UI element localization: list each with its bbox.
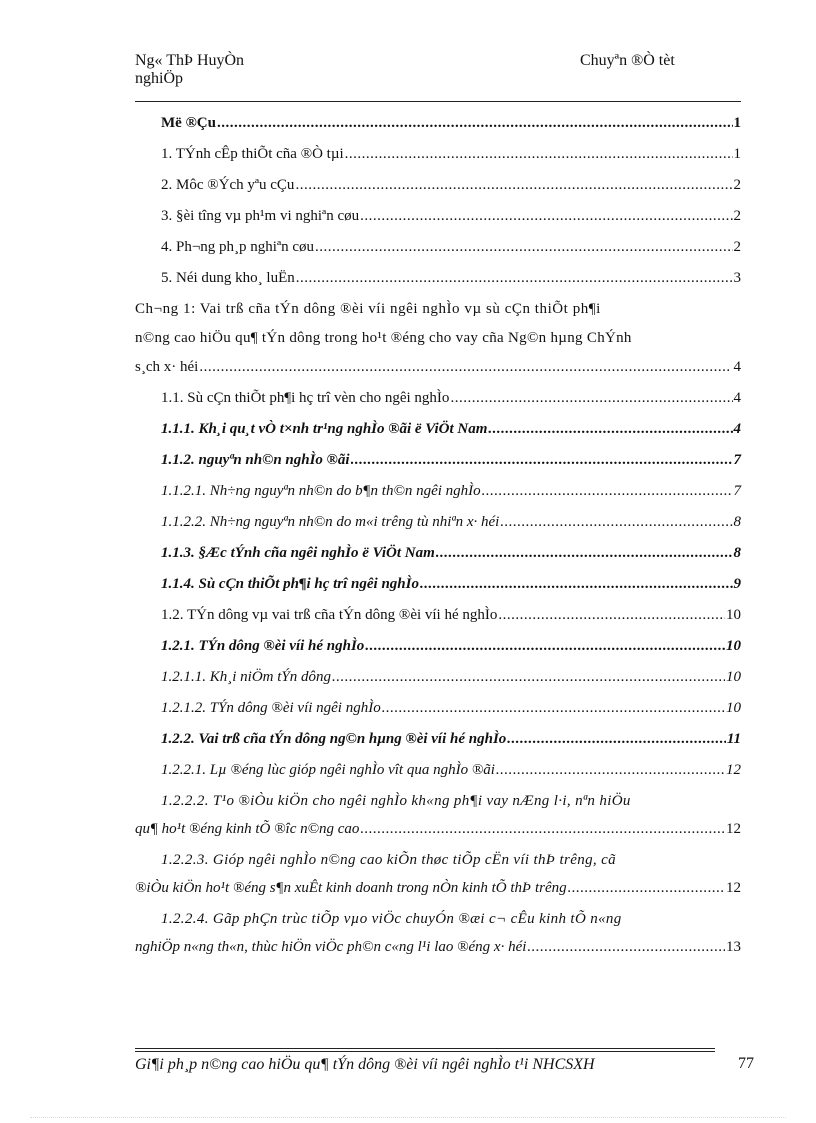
dot-leader	[295, 170, 732, 201]
toc-entry[interactable]	[135, 662, 741, 693]
toc-entry-title: 1.1.2.1. Nh÷ng nguyªn nh©n do b¶n th©n ngêi nghÌo	[161, 482, 481, 499]
dot-leader	[199, 353, 728, 383]
toc-entry-title-line1: 1.2.2.2. T¹o ®iÒu kiÖn cho ngêi nghÌo kh«ng ph¶i vay nÆng l·i, nªn hiÖu	[161, 792, 631, 809]
toc-entry-page: 7	[733, 482, 741, 499]
footer-divider-top	[135, 1048, 715, 1049]
toc-entry-page: 4	[733, 389, 741, 406]
toc-entry-title: 1.2.1. TÝn dông ®èi víi hé nghÌo	[161, 637, 365, 654]
toc-entry-title: 1.2.1.2. TÝn dông ®èi víi ngêi nghÌo	[161, 699, 381, 716]
header-author	[135, 52, 244, 88]
toc-entry-page: 9	[733, 575, 741, 592]
toc-entry-title: 1.1. Sù cÇn thiÕt ph¶i hç trî vèn cho ngêi nghÌo	[161, 389, 450, 406]
toc-entry[interactable]	[135, 108, 741, 139]
dot-leader	[500, 507, 732, 538]
dot-leader	[450, 383, 732, 414]
dot-leader	[332, 662, 725, 693]
toc-entry-page: 4	[733, 420, 741, 437]
page-edge	[30, 1117, 786, 1118]
header-divider	[135, 101, 741, 102]
toc-entry-page: 7	[733, 451, 741, 468]
toc-entry[interactable]	[135, 445, 741, 476]
toc-entry[interactable]	[135, 507, 741, 538]
toc-entry[interactable]	[135, 170, 741, 201]
toc-entry[interactable]	[135, 232, 741, 263]
header-author-name: Ng« ThÞ HuyÒn	[135, 52, 245, 69]
chapter1-line3: s¸ch x· héi	[135, 359, 199, 375]
toc-entry[interactable]	[135, 538, 741, 569]
toc-entry-page: 3	[733, 270, 741, 286]
toc-entry-title-line1: 1.2.2.4. Gãp phÇn trùc tiÕp vµo viÖc chuyÓn ®æi c¬ cÊu kinh tÕ n«ng	[161, 910, 622, 927]
toc-entry[interactable]	[135, 201, 741, 232]
toc-entry-page: 11	[726, 730, 741, 747]
toc-entry-title: 1.2.1.1. Kh¸i niÖm tÝn dông	[161, 668, 332, 685]
toc-entry-title: 4. Ph¬ng ph¸p nghiªn cøu	[161, 239, 315, 255]
toc-entry-page: 1	[733, 146, 741, 162]
dot-leader	[217, 108, 733, 139]
dot-leader	[498, 600, 725, 631]
toc-entry-page: 13	[726, 939, 741, 955]
toc-entry-page: 12	[726, 761, 741, 778]
dot-leader	[436, 538, 733, 569]
chapter1-line1: Ch¬ng 1: Vai trß cña tÝn dông ®èi víi ngêi nghÌo vµ sù cÇn thiÕt ph¶i	[135, 301, 601, 317]
toc-chapter-1	[135, 294, 741, 383]
toc-entry[interactable]	[135, 569, 741, 600]
toc-entry-title: 5. Néi dung kho¸ luËn	[161, 270, 295, 286]
chapter1-page: 4	[733, 359, 741, 375]
toc-entry-page: 12	[726, 880, 741, 896]
toc-entry-page: 1	[733, 115, 741, 131]
dot-leader	[507, 724, 726, 755]
toc-entry[interactable]	[135, 383, 741, 414]
header-author-line2: nghiÖp	[135, 70, 183, 87]
toc-entry-wrapped[interactable]	[135, 786, 741, 845]
toc-entry-page: 10	[726, 668, 741, 685]
toc-entry-page: 2	[733, 177, 741, 193]
toc-entry-title-line1: 1.2.2.3. Gióp ngêi nghÌo n©ng cao kiÕn thøc tiÕp cËn víi thÞ trêng, cã	[161, 851, 616, 868]
footer-divider-bottom	[135, 1051, 715, 1052]
toc-entry-page: 10	[726, 699, 741, 716]
dot-leader	[382, 693, 725, 724]
dot-leader	[360, 815, 725, 845]
toc-entry-wrapped[interactable]	[135, 904, 741, 963]
toc-entry-title: 1.1.4. Sù cÇn thiÕt ph¶i hç trî ngêi nghÌo	[161, 575, 419, 592]
toc-entry-title: 1.2.2.1. Lµ ®éng lùc gióp ngêi nghÌo vît qua nghÌo ®ãi	[161, 761, 495, 778]
toc-entry[interactable]	[135, 600, 741, 631]
toc-entry-title: Më ®Çu	[161, 115, 216, 131]
dot-leader	[496, 755, 725, 786]
toc-entry-title-line2: nghiÖp n«ng th«n, thùc hiÖn viÖc ph©n c«ng l¹i lao ®éng x· héi	[135, 939, 527, 955]
toc-entry-title: 2. Môc ®Ých yªu cÇu	[161, 177, 295, 193]
toc-entry-title: 1.1.3. §Æc tÝnh cña ngêi nghÌo ë ViÖt Nam	[161, 544, 435, 561]
toc-entry-title-line2: ®iÒu kiÖn ho¹t ®éng s¶n xuÊt kinh doanh trong nÒn kinh tÕ thÞ trêng	[135, 880, 567, 896]
toc-entry[interactable]	[135, 414, 741, 445]
dot-leader	[488, 414, 732, 445]
dot-leader	[296, 263, 733, 294]
toc-entry[interactable]	[135, 139, 741, 170]
toc-entry-title: 1.2. TÝn dông vµ vai trß cña tÝn dông ®èi víi hé nghÌo	[161, 606, 498, 623]
toc-entry[interactable]	[135, 263, 741, 294]
toc-entry[interactable]	[135, 755, 741, 786]
dot-leader	[360, 201, 732, 232]
footer-title: Gi¶i ph¸p n©ng cao hiÖu qu¶ tÝn dông ®èi víi ngêi nghÌo t¹i NHCSXH	[135, 1056, 595, 1073]
toc-entry-page: 2	[733, 239, 741, 255]
toc-entry[interactable]	[135, 724, 741, 755]
dot-leader	[365, 631, 725, 662]
toc-entry-page: 10	[726, 606, 741, 623]
toc-entry-title: 1. TÝnh cÊp thiÕt cña ®Ò tµi	[161, 146, 344, 162]
dot-leader	[351, 445, 733, 476]
toc-entry-title: 1.2.2. Vai trß cña tÝn dông ng©n hµng ®èi víi hé nghÌo	[161, 730, 507, 747]
dot-leader	[420, 569, 733, 600]
toc-entry-title-line2: qu¶ ho¹t ®éng kinh tÕ ®îc n©ng cao	[135, 821, 360, 837]
toc-entry-wrapped[interactable]	[135, 845, 741, 904]
toc-entry-title: 1.1.2.2. Nh÷ng nguyªn nh©n do m«i trêng tù nhiªn x· héi	[161, 513, 500, 530]
chapter1-line2: n©ng cao hiÖu qu¶ tÝn dông trong ho¹t ®éng cho vay cña Ng©n hµng ChÝnh	[135, 329, 632, 346]
toc-entry-title: 1.1.2. nguyªn nh©n nghÌo ®ãi	[161, 451, 350, 468]
page-number: 77	[738, 1055, 754, 1072]
toc-entry-page: 8	[733, 544, 741, 561]
toc-entry[interactable]	[135, 476, 741, 507]
dot-leader	[482, 476, 733, 507]
toc-entry[interactable]	[135, 693, 741, 724]
toc-entry-page: 2	[733, 208, 741, 224]
dot-leader	[568, 874, 725, 904]
header-title: Chuyªn ®Ò tèt	[580, 52, 675, 69]
toc-entry-title: 1.1.1. Kh¸i qu¸t vÒ t×nh tr¹ng nghÌo ®ãi ë ViÖt Nam	[161, 420, 488, 437]
toc-entry-title: 3. §èi tîng vµ ph¹m vi nghiªn cøu	[161, 208, 360, 224]
table-of-contents	[135, 108, 741, 963]
dot-leader	[527, 933, 725, 963]
toc-entry-page: 10	[726, 637, 741, 654]
dot-leader	[315, 232, 732, 263]
toc-entry-page: 8	[733, 513, 741, 530]
dot-leader	[345, 139, 733, 170]
toc-entry-page: 12	[726, 821, 741, 837]
toc-entry[interactable]	[135, 631, 741, 662]
